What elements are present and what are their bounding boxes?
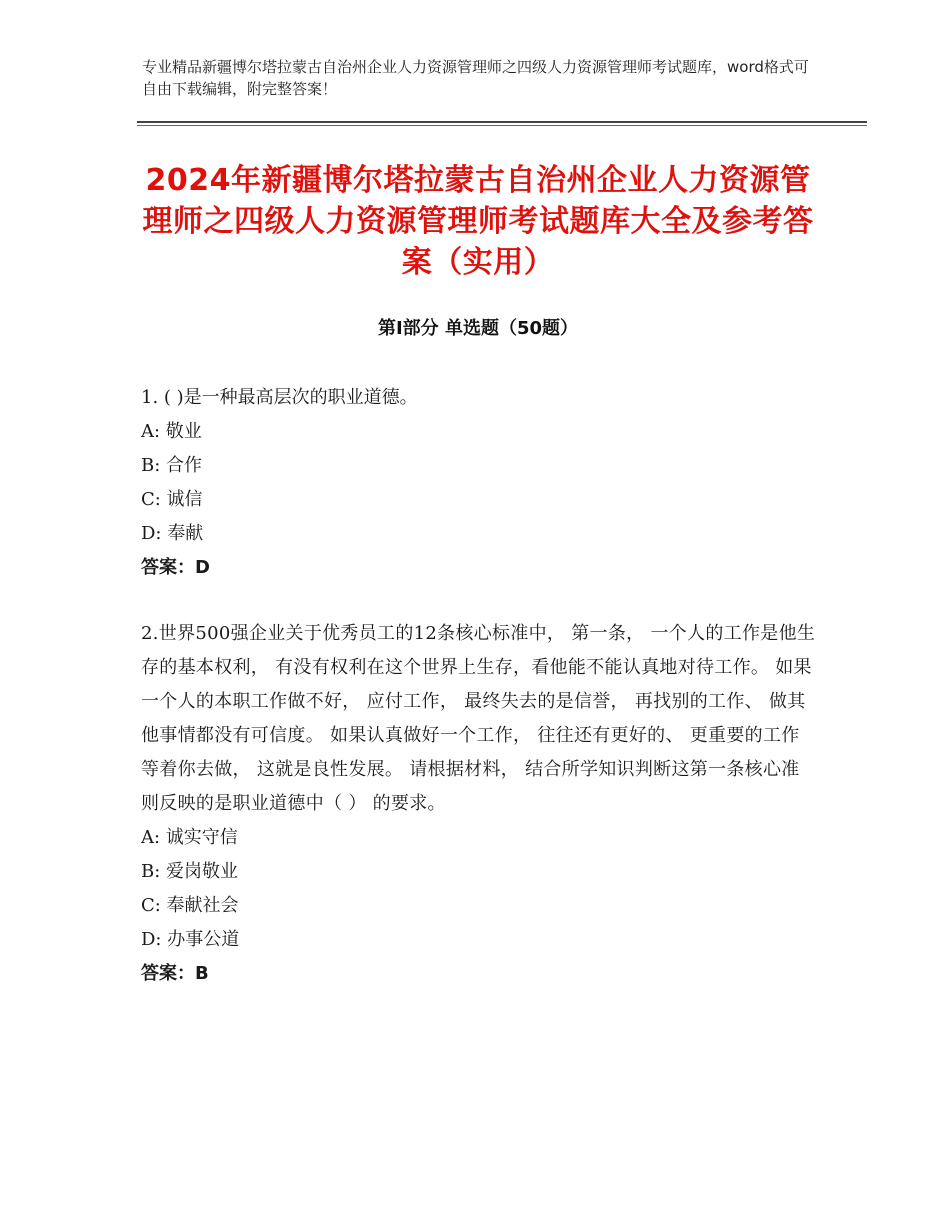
option-d: D: 办事公道 [141,929,240,950]
answer: 答案：B [141,963,209,984]
option-b: B: 合作 [141,455,203,476]
option-c: C: 奉献社会 [141,895,239,916]
option-d: D: 奉献 [141,523,204,544]
header-divider-thick [137,121,867,123]
option-a: A: 诚实守信 [141,827,238,848]
question-stem: 1. ( )是一种最高层次的职业道德。 [141,387,418,408]
header-divider-thin [137,125,867,126]
section-title: 第Ⅰ部分 单选题（50题） [377,318,578,339]
option-a: A: 敬业 [141,421,202,442]
document-title: 2024年新疆博尔塔拉蒙古自治州企业人力资源管理师之四级人力资源管理师考试题库大全及参考答案（实用） [142,163,814,280]
question-1 [141,381,817,585]
option-b: B: 爱岗敬业 [141,861,239,882]
option-c: C: 诚信 [141,489,203,510]
question-2 [141,617,817,991]
question-stem: 2.世界500强企业关于优秀员工的12条核心标准中， 第一条， 一个人的工作是他生存的基本权利， 有没有权利在这个世界上生存，看他能不能认真地对待工作。 如果一个人的本职工作做不好， 应付工作， 最终失去的是信誉， 再找别的工作、 做其他事情都没有可信度。 如果认真做好一个工作， 往往还有更好的、 更重要的工作等着你去做， 这就是良性发展。 请根据材料， 结合所学知识判断这第一条核心准则反映的是职业道德中（ ） 的要求。 [141,623,816,814]
answer: 答案：D [141,557,210,578]
header-note: 专业精品新疆博尔塔拉蒙古自治州企业人力资源管理师之四级人力资源管理师考试题库，word格式可自由下载编辑，附完整答案！ [142,58,809,98]
